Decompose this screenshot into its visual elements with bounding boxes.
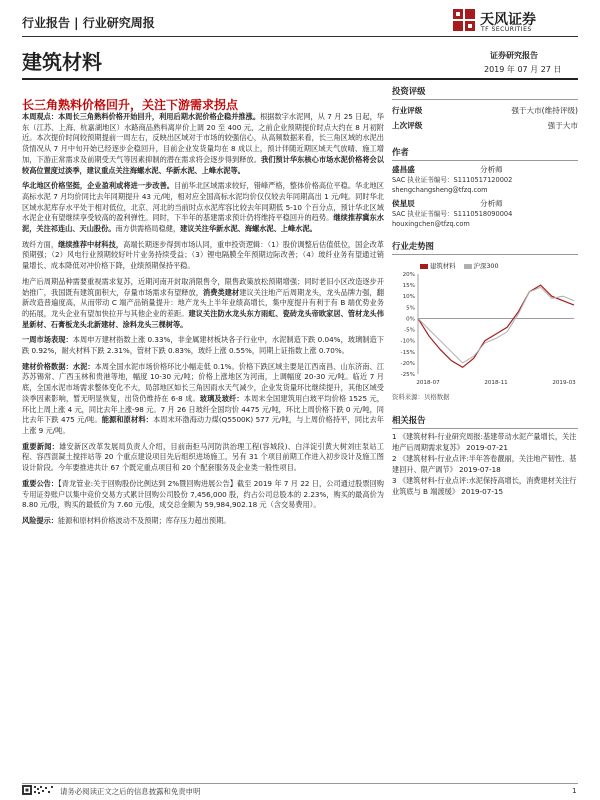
body-paragraph [22, 362, 384, 437]
rating-label: 上次评级 [392, 121, 423, 130]
body-text: 本周申万建材指数上涨 0.33%，非金属建材板块各子行业中，水泥制造下跌 0.04%，玻璃制造下跌 0.92%，耐火材料下跌 2.31%，管材下跌 0.83%，玻纤上涨 0.55%，同期上证指数上涨 0.70%。 [22, 335, 384, 356]
legend-swatch [464, 264, 472, 269]
report-body [22, 112, 384, 532]
bold-text: 本周长三角熟料价格开始回升，利用后期水泥价格企稳并推涨。 [58, 112, 261, 121]
body-text: 根据数字水泥网，从 7 月 25 日起，华东（江苏、上海、杭嘉湖地区）水路商品熟料离岸价上调 20 至 400 元，之前企业预期提价时点大约在 8 月初附近。本次提价时间较预期提前一周左右，反映出区域对于市场的较强信心，从高频数据来看，长三角区域的水泥出货情况从 7 月中旬开始已经逐步企稳回升，目前企业发货量均在 8 成以上，预计伴随近期区域天气放晴、施工增加，下游正常需求及前期受天气等因素抑制的潜在需求将会逐步得到释放。 [22, 112, 384, 164]
x-tick-label: 2019-03 [552, 380, 576, 386]
trend-chart-svg [392, 270, 578, 388]
chart-legend [420, 261, 578, 270]
bold-text: 我们预计华东核心市场水泥价格将会以较高位置度过淡季，建议重点关注海螺水泥、华新水泥、上峰水泥等。 [22, 154, 384, 175]
bold-text: 本周观点： [22, 112, 59, 121]
logo-text-cn: 天风证券 [480, 12, 536, 28]
legend-item [464, 261, 499, 270]
related-heading: 相关报告 [392, 411, 578, 429]
industry-name: 建筑材料 [22, 50, 102, 74]
tf-logo-icon [452, 8, 476, 32]
header-divider [22, 36, 578, 37]
bold-text: 消费类建材 [203, 287, 240, 297]
report-type: 证券研究报告 [490, 51, 538, 60]
bold-text: 建议关注防水龙头东方雨虹、瓷砖龙头帝欧家居、管材龙头伟星新材、石膏板龙头北新建材、涂料龙头三棵树等。 [22, 308, 384, 329]
author-list [392, 165, 578, 229]
author-entry [392, 199, 578, 229]
related-report-number: 1 [392, 432, 399, 441]
author-name: 盛昌盛 [392, 165, 415, 174]
related-report-title: 《建筑材料-行业研究周报:基建带动水泥产量增长，关注地产后周期需求复苏》 [392, 432, 577, 452]
series-line [418, 287, 574, 363]
body-paragraph [22, 240, 384, 272]
bold-text: 能源和原材料： [101, 415, 153, 425]
y-tick-label: -25% [400, 372, 415, 378]
footer-disclaimer: 请务必阅读正文之后的信息披露和免责申明 [60, 787, 201, 796]
body-paragraph [22, 516, 384, 527]
related-report-item[interactable] [392, 432, 578, 453]
rating-value: 强于大市(维持评级) [511, 106, 578, 115]
related-report-title: 《建筑材料-行业点评:半年答卷靓丽，关注地产韧性、基建回升、限产调节》 [392, 454, 577, 474]
author-role: 分析师 [480, 165, 503, 174]
body-paragraph [22, 479, 384, 511]
title-divider [22, 78, 578, 80]
author-heading: 作者 [392, 143, 578, 161]
legend-label: 沪深300 [473, 262, 499, 270]
y-tick-label: -15% [400, 349, 415, 356]
report-date: 2019 年 07 月 27 日 [484, 65, 562, 74]
rating-heading: 投资评级 [392, 82, 578, 100]
bold-text: 华北地区价格坚挺，企业盈利或将进一步改善。 [22, 181, 175, 191]
bold-text: 风险提示： [22, 515, 58, 525]
related-report-date: 2019-07-18 [458, 464, 501, 474]
legend-item [420, 261, 456, 270]
tf-securities-logo [452, 8, 582, 36]
bold-text: 玻璃及玻纤： [199, 393, 244, 403]
body-text: 高端长期逐步得到市场认同，重申投资逻辑：（1）股价调整后估值低位，国企改革预期强；（2）风电行业预期较好叶片业务持续受益；（3）锂电隔膜全年预期边际改善；（4）玻纤业务有望通过销量增长、成本降低对冲价格下降，业绩预期保持平稳。 [22, 239, 384, 271]
bold-text: 一周市场表现： [22, 335, 73, 345]
bold-text: 重要新闻： [22, 441, 60, 451]
body-text: 玻纤方面， [22, 239, 59, 249]
related-reports-list [392, 432, 578, 497]
body-paragraph [22, 112, 384, 176]
y-tick-label: -20% [400, 360, 415, 367]
x-tick-label: 2018-11 [484, 380, 508, 386]
body-text: 本周末全国建筑用白玻平均价格 1525 元，环比上周上涨 4 元，同比去年上涨-98 元。7 月 26 日玻纤全国均价 4475 元/吨，环比上周价格下跌 0 元/吨，同比去年下跌 475 元/吨。 [22, 393, 384, 425]
body-text: 目前华北区域需求较好，错峰严格，整体价格高位平稳。华北地区高标水泥 7 月均价同比去年同期提升 43 元/吨，相对应全国高标水泥均价仅仅较去年同期高出 1 元/吨。同时华北区域水泥库存水平处于相对低位，北京、河北的当前时点水泥库容比较去年同期低 5-10 个百分点，预计华北区域水泥企业有望继续享受较高的盈利弹性。同时，下半年的基建需求预计仍将维持平稳回升的趋势。 [22, 181, 384, 223]
related-report-item[interactable] [392, 454, 578, 475]
body-paragraph [22, 442, 384, 474]
related-report-date: 2019-07-15 [461, 486, 504, 496]
body-text: 本周末环渤海动力煤(Q5500K) 577 元/吨，与上周价格持平，同比去年上涨 9 元/吨。 [22, 415, 384, 435]
author-cert: SAC 执业证书编号：S1110518090004 [392, 210, 513, 218]
bold-text: 建议关注华新水泥、海螺水泥、上峰水泥。 [180, 224, 317, 234]
rating-label: 行业评级 [392, 106, 423, 115]
legend-label: 建筑材料 [430, 262, 456, 270]
related-report-number: 2 [392, 454, 399, 463]
author-role: 分析师 [480, 199, 503, 208]
y-tick-label: -5% [404, 327, 415, 334]
footer-divider [22, 783, 578, 784]
body-paragraph [22, 277, 384, 331]
trend-heading: 行业走势图 [392, 237, 578, 255]
body-paragraph [22, 335, 384, 356]
y-tick-label: 5% [406, 305, 415, 312]
body-paragraph [22, 181, 384, 235]
author-name: 侯星辰 [392, 199, 415, 208]
rating-value: 强于大市 [547, 121, 578, 130]
related-report-date: 2019-07-21 [466, 442, 508, 452]
page-number: 1 [572, 786, 577, 795]
industry-trend-chart [392, 261, 578, 401]
bold-text: 重要公告： [22, 478, 59, 488]
y-tick-label: 15% [402, 283, 415, 290]
rating-table [392, 103, 578, 133]
logo-text-en: TF SECURITIES [481, 26, 532, 33]
x-tick-label: 2018-07 [416, 380, 440, 386]
bold-text: 继续推荐中材科技， [58, 239, 124, 249]
y-tick-label: 10% [402, 294, 415, 301]
related-report-item[interactable] [392, 476, 578, 497]
bold-text: 继续推荐冀东水泥，关注祁连山、天山股份。 [22, 213, 384, 234]
chart-source: 资料来源：贝格数据 [392, 393, 450, 401]
sidebar [392, 82, 578, 498]
legend-swatch [420, 264, 428, 269]
y-tick-label: -10% [400, 338, 415, 345]
y-tick-label: 20% [402, 272, 415, 278]
body-text: 南方供需格局稳健， [115, 224, 181, 234]
author-cert: SAC 执业证书编号：S1110517120002 [392, 176, 513, 184]
related-report-title: 《建筑材料-行业点评:水泥保持高增长，消费建材关注行业筑底与 B 端渡缓》 [392, 476, 577, 496]
body-text: 本周全国水泥市场价格环比小幅走低 0.1%。价格下跌区域主要是江西南昌、山东济南、江苏苏锡常、广西玉林和贵港等地，幅度 10-30 元/吨；价格上涨地区为河南，上调幅度 20-30 元/吨。临近 7 月底，全国水泥市场需求整体变化不大，局部地区如长三角因雨水天气减少，企业发货量环比继续提升，其他区域受淡季因素影响，暂无明显恢复，出货仍维持在 6-8 成。 [22, 361, 384, 403]
report-category: 行业报告 | 行业研究周报 [22, 16, 155, 30]
rating-row [392, 103, 578, 118]
body-text: 【青龙管业:关于回购股份比例达到 2%暨回购进展公告】截至 2019 年 7 月 22 日，公司通过股票回购专用证券账户以集中竞价交易方式累计回购公司股份 7,456,000 股，约占公司总股本的 2.23%，购买的最高价为 8.80 元/股，购买的最低价为 7.60 元/股，成交总金额为 59,984,902.18 元（含交易费用）。 [22, 478, 384, 510]
bold-text: 建材价格数据：水泥： [22, 361, 95, 371]
qr-code-icon [22, 785, 54, 795]
report-title: 长三角熟料价格回升，关注下游需求拐点 [22, 98, 239, 112]
y-tick-label: 0% [406, 316, 415, 323]
rating-row [392, 118, 578, 133]
body-text: 地产后周期品种需要重视需求复苏，近期河南开封取消限售令，限售政策放松预期增强；同时老旧小区改造逐步开始推广，我国既有建筑面积大，存量市场需求有望释放， [22, 276, 384, 297]
body-text: 建议关注地产后周期龙头，龙头品牌力强，翻新改造普遍度高，从而带动 C 端产品销量提升：地产龙头上半年业绩高增长，集中度提升有利于有 B 端优势业务的拓展，龙头企业有望加快拉开与其他企业的差距。 [22, 287, 384, 318]
author-email[interactable]: shengchangsheng@tfzq.com [392, 186, 488, 194]
author-entry [392, 165, 578, 195]
body-text: 雄安新区改革发展局负责人介绍，目前南拒马河防洪治理工程(容城段)、白洋淀引黄大树刘庄泵站工程、容西混凝土搅拌站等 20 个重点建设项目先后组织进场施工，另有 31 个项目前期工作进入初步设计及施工图设计阶段。今年要推进共计 67 个既定重点项目和 20 个配套服务及企业类一般性项目。 [22, 441, 384, 473]
author-email[interactable]: houxingchen@tfzq.com [392, 220, 470, 228]
body-text: 能源和原材料价格波动不及预期；库存压力超出预期。 [57, 515, 231, 525]
related-report-number: 3 [392, 476, 399, 485]
